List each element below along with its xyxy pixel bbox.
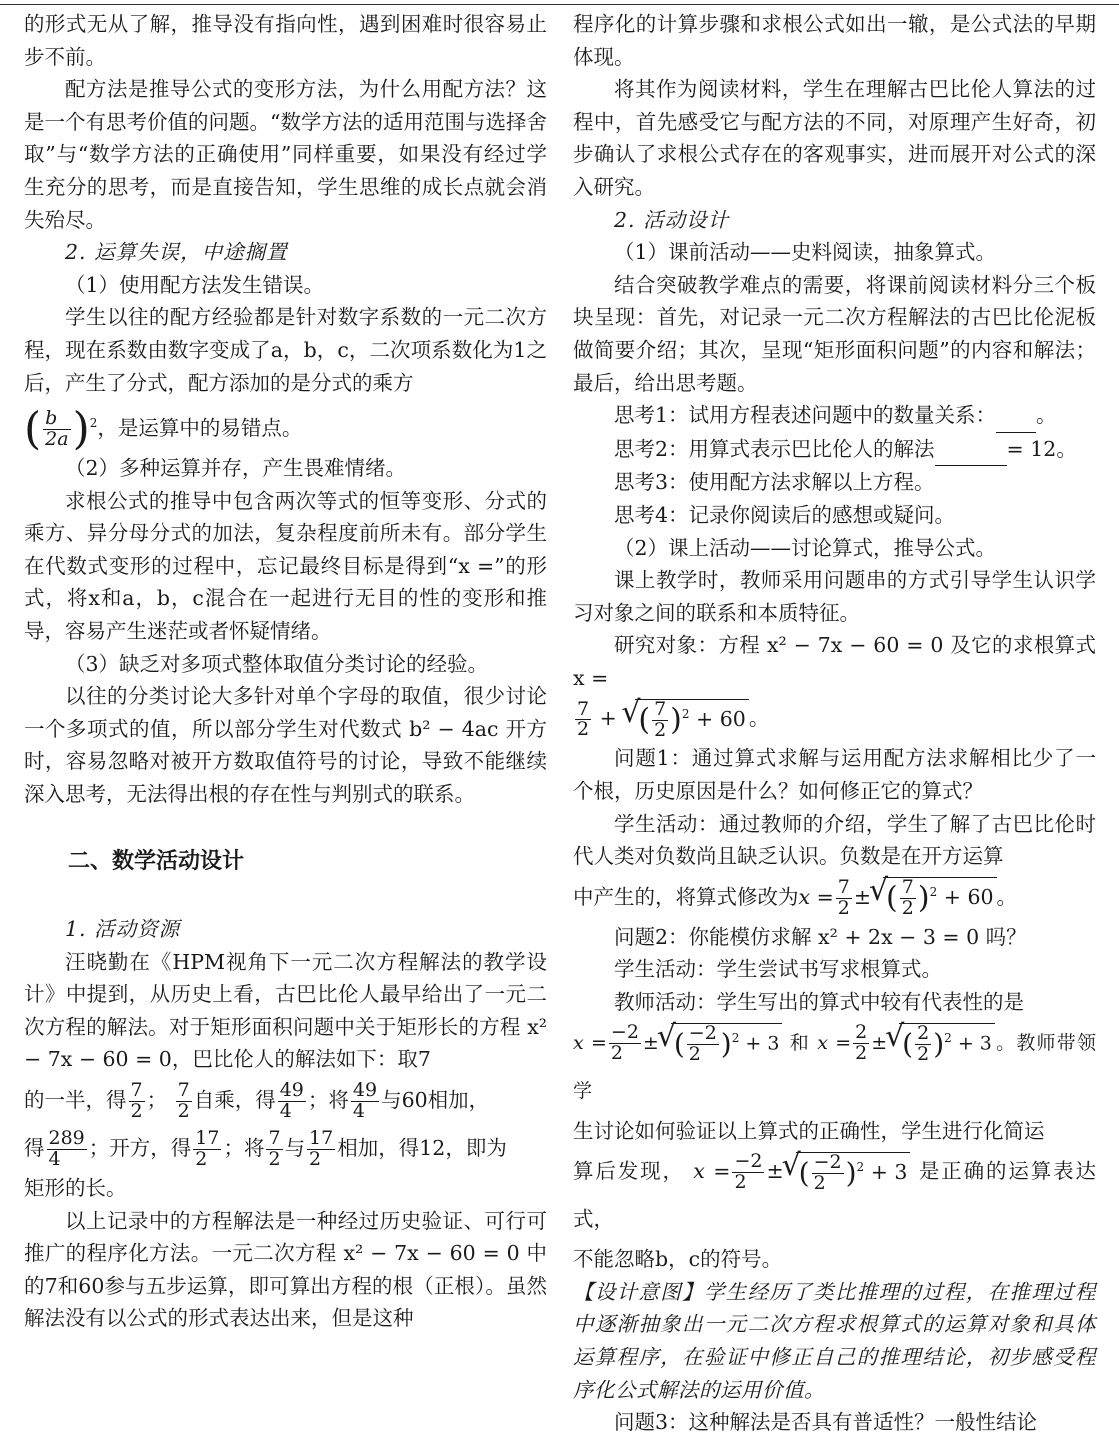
question: 思考4：记录你阅读后的感想或疑问。 — [614, 502, 956, 527]
paragraph-tail: ( $\frac{b}{2a}$ )$^2$，是运算中的易错点。 — [24, 403, 303, 455]
paragraph: 将其作为阅读材料，学生在理解古巴比伦人算法的过程中，首先感受它与配方法的不同，对原理产生好奇，初步确认了求根公式存在的客观事实，进而展开对公式的深入研究。 — [573, 77, 1096, 199]
paragraph: 以上记录中的方程解法是一种经过历史验证、可行可推广的程序化方法。一元二次方程 x² − 7x − 60 = 0 中的7和60参与五步运算，即可算出方程的根（正根）。虽然解法没有以公式的形式表达出来，但是这种 — [24, 1208, 547, 1331]
formula-line: 的一半，得 $\frac{7}{2}$ ； $\frac{7}{2}$ 自乘，得 $\frac{49}{4}$ ；将 $\frac{49}{4}$ 与60相加， — [24, 1079, 490, 1123]
section-heading: 二、数学活动设计 — [68, 849, 245, 875]
subheading: 2. 活动设计 — [614, 207, 730, 232]
paragraph: 汪晓勤在《HPM视角下一元二次方程解法的教学设计》中提到，从历史上看，古巴比伦人最早给出了一元二次方程的解法。对于矩形面积问题中关于矩形长的方程 x² − 7x − 60 = 0，巴比伦人的解法如下：取7 — [24, 949, 547, 1072]
paragraph: 的形式无从了解，推导没有指向性，遇到困难时很容易止步不前。 — [24, 12, 547, 69]
list-item: （3）缺乏对多项式整体取值分类讨论的经验。 — [65, 651, 489, 676]
formula-line: $\frac{7}{2}$ + √ ( $\frac{7}{2}$ )$^2$ + 60 。 — [573, 694, 1096, 742]
paragraph: 矩形的长。 — [24, 1176, 127, 1201]
question: 思考3：使用配方法求解以上方程。 — [614, 470, 935, 495]
question: 思考2：用算式表示巴比伦人的解法 = 12。 — [573, 433, 1096, 467]
subheading: 2. 运算失误，中途搁置 — [65, 240, 288, 265]
list-item: （2）课上活动——讨论算式，推导公式。 — [614, 535, 997, 560]
paragraph: 程序化的计算步骤和求根公式如出一辙，是公式法的早期体现。 — [573, 12, 1096, 69]
subheading: 1. 活动资源 — [65, 917, 181, 942]
paragraph: 求根公式的推导中包含两次等式的恒等变形、分式的乘方、异分母分式的加法，复杂程度前所未有。部分学生在代数式变形的过程中，忘记最终目标是得到“x =”的形式，将x和a，b，c混合在一起进行无目的性的变形和推导，容易产生迷茫或者怀疑情绪。 — [24, 488, 547, 643]
formula-line: x = $\frac{-2}{2}$ ±√ ( $\frac{-2}{2}$ )$^2$ + 3 和 x = $\frac{2}{2}$ ±√ ( $\frac{2}{2}$ )$^2$ + 3 。教师带领学 — [573, 1019, 1096, 1115]
paragraph: 学生活动：通过教师的介绍，学生了解了古巴比伦时代人类对负数尚且缺乏认识。负数是在开方运算 — [573, 811, 1096, 869]
paragraph: 结合突破教学难点的需要，将课前阅读材料分三个板块呈现：首先，对记录一元二次方程解法的古巴比伦泥板做简要介绍；其次，呈现“矩形面积问题”的内容和解法；最后，给出思考题。 — [573, 272, 1096, 395]
formula-line: 得 $\frac{289}{4}$ ；开方，得 $\frac{17}{2}$ ；将 $\frac{7}{2}$ 与 $\frac{17}{2}$ 相加，得12，即为 — [24, 1127, 507, 1171]
question: 思考1：试用方程表述问题中的数量关系： 。 — [573, 399, 1096, 433]
formula-line: 中产生的，将算式修改为x = $\frac{7}{2}$ ±√ ( $\frac{7}{2}$ )$^2$ + 60 。 — [573, 873, 1096, 921]
paragraph: 以往的分类讨论大多针对单个字母的取值，很少讨论一个多项式的值，所以部分学生对代数式 b² − 4ac 开方时，容易忽略对被开方数取值符号的讨论，导致不能继续深入思考，无法得出根的存在性与判别式的联系。 — [24, 684, 547, 806]
question: 问题2：你能模仿求解 x² + 2x − 3 = 0 吗？ — [614, 924, 1027, 949]
right-column — [573, 8, 1096, 1439]
question: 问题3：这种解法是否具有普适性？一般性结论 — [614, 1410, 1038, 1435]
left-column — [24, 8, 547, 1335]
formula: ( $\frac{b}{2a}$ )$^2$ — [24, 403, 98, 455]
paragraph: 教师活动：学生写出的算式中较有代表性的是 — [614, 990, 1024, 1015]
paragraph: 配方法是推导公式的变形方法，为什么用配方法？这是一个有思考价值的问题。“数学方法的适用范围与选择舍取”与“数学方法的正确使用”同样重要，如果没有经过学生充分的思考，而是直接告知，学生思维的成长点就会消失殆尽。 — [24, 77, 547, 232]
formula-line: 算后发现， x = $\frac{-2}{2}$ ±√ ( $\frac{-2}{2}$ )$^2$ + 3 是正确的运算表达式， — [573, 1147, 1096, 1243]
paragraph: 生讨论如何验证以上算式的正确性，学生进行化简运 — [573, 1118, 1045, 1143]
list-item: （2）多种运算并存，产生畏难情绪。 — [65, 455, 407, 480]
paragraph: 学生活动：学生尝试书写求根算式。 — [614, 957, 942, 982]
design-intent: 【设计意图】学生经历了类比推理的过程，在推理过程中逐渐抽象出一元二次方程求根算式的运算对象和具体运算程序，在验证中修正自己的推理结论，初步感受程序化公式解法的运用价值。 — [573, 1279, 1096, 1402]
paragraph: 课上教学时，教师采用问题串的方式引导学生认识学习对象之间的联系和本质特征。 — [573, 568, 1096, 625]
paragraph: 研究对象：方程 x² − 7x − 60 = 0 及它的求根算式 x = — [573, 633, 1096, 690]
question: 问题1：通过算式求解与运用配方法求解相比少了一个根，历史原因是什么？如何修正它的算式？ — [573, 746, 1096, 804]
paragraph: 不能忽略b，c的符号。 — [573, 1247, 783, 1272]
paragraph: 学生以往的配方经验都是针对数字系数的一元二次方程，现在系数由数字变成了a，b，c，二次项系数化为1之后，产生了分式，配方添加的是分式的乘方 — [24, 305, 547, 395]
list-item: （1）使用配方法发生错误。 — [65, 272, 325, 297]
top-rule — [0, 4, 1119, 5]
list-item: （1）课前活动——史料阅读，抽象算式。 — [614, 240, 997, 265]
